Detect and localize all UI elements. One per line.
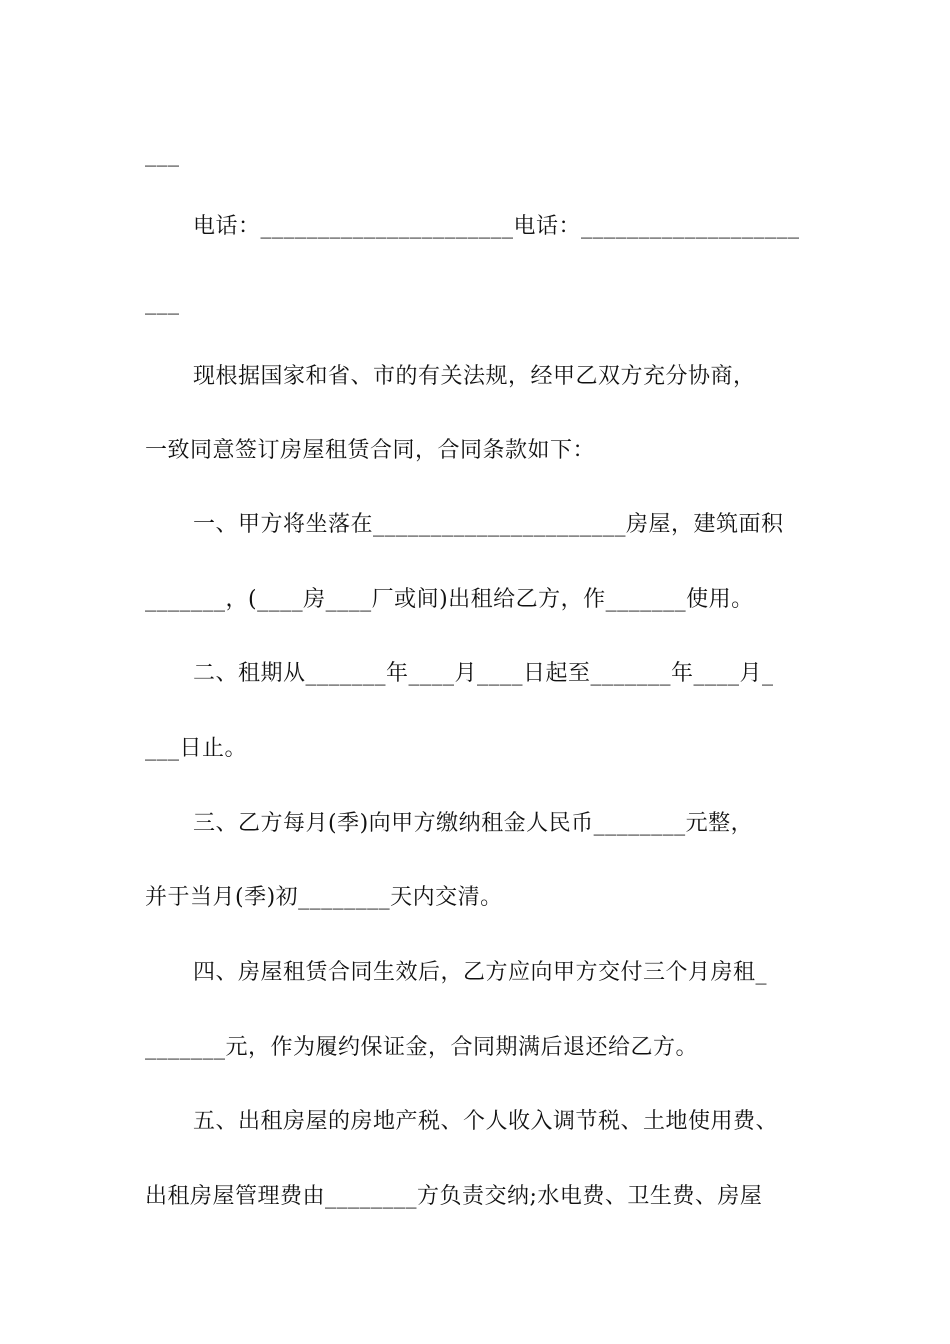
clause-5-line-1: 五、出租房屋的房地产税、个人收入调节税、土地使用费、: [193, 1109, 779, 1134]
phone-line: 电话：______________________电话：___________________: [193, 214, 800, 239]
intro-paragraph-line-1: 现根据国家和省、市的有关法规，经甲乙双方充分协商，: [193, 364, 756, 389]
blank-line-1: ___: [145, 142, 180, 167]
clause-4-line-1: 四、房屋租赁合同生效后，乙方应向甲方交付三个月房租_: [193, 960, 768, 985]
clause-3-line-1: 三、乙方每月(季)向甲方缴纳租金人民币________元整，: [193, 811, 754, 836]
clause-1-line-2: _______，(____房____厂或间)出租给乙方，作_______使用。: [145, 587, 754, 612]
clause-3-line-2: 并于当月(季)初________天内交清。: [145, 885, 503, 910]
clause-2-line-1: 二、租期从_______年____月____日起至_______年____月_: [193, 661, 774, 686]
intro-paragraph-line-2: 一致同意签订房屋租赁合同，合同条款如下：: [145, 438, 596, 463]
clause-2-line-2: ___日止。: [145, 736, 248, 761]
blank-line-2: ___: [145, 290, 180, 315]
clause-1-line-1: 一、甲方将坐落在______________________房屋，建筑面积: [193, 512, 784, 537]
clause-5-line-2: 出租房屋管理费由________方负责交纳;水电费、卫生费、房屋: [145, 1184, 763, 1209]
clause-4-line-2: _______元，作为履约保证金，合同期满后退还给乙方。: [145, 1035, 699, 1060]
